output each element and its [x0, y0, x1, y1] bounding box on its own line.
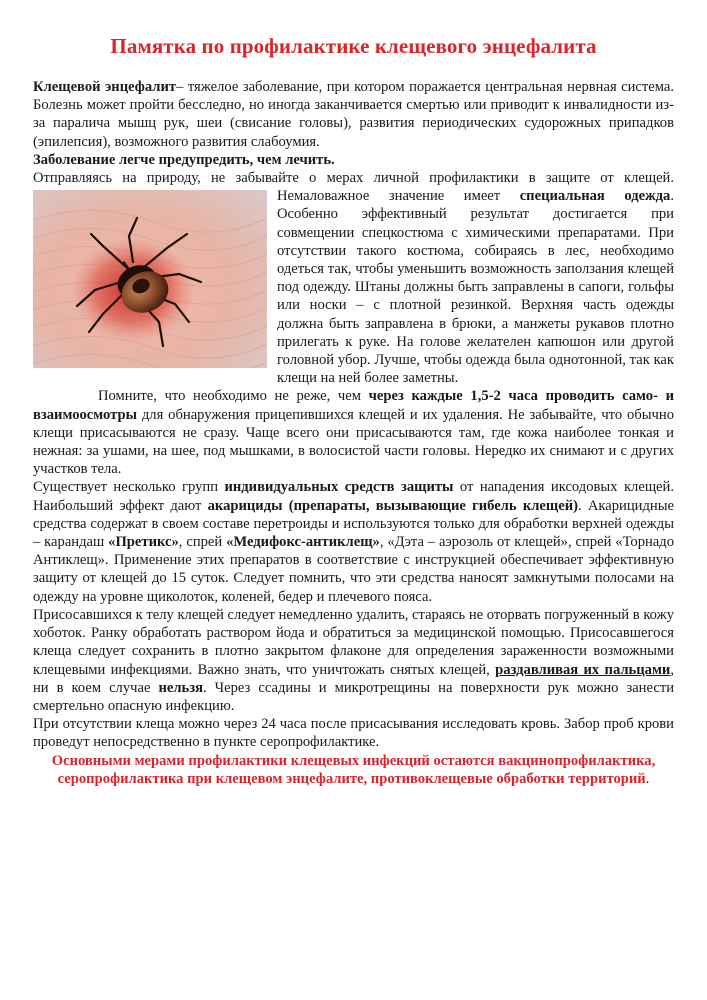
page-title: Памятка по профилактике клещевого энцефалита — [110, 34, 597, 58]
paragraph-inspection: Помните, что необходимо не реже, чем через каждые 1,5-2 часа проводить само- и взаимоосмотры для обнаружения прицепившихся клещей и их удаления. Не забывайте, что обычно клещи присасываются не сразу. Чаще всего они присасываются там, где кожа наиболее тонкая и нежная: за ушами, на шее, под мышками, в волосистой части головы. Нередко их снимают и с других участков тела. — [33, 388, 674, 478]
crush-warning: раздавливая их пальцами — [495, 661, 671, 678]
paragraph-protection: Существует несколько групп индивидуальных средств защиты от нападения иксодовых клещей. Наибольший эффект дают акарициды (препараты, вызывающие гибель клещей). Акарицидные средства содержат в своем составе перетроиды и используются только для обработки верхней одежды – карандаш «Претикс», спрей «Медифокс-антиклещ», «Дэта – аэрозоль от клещей», спрей «Торнадо Антиклещ». Применение этих препаратов в соответствие с инструкцией обеспечивает эффективную защиту от клещей до 15 суток. Следует помнить, что эти средства наносят замкнутыми полосами на одежду на уровне щиколоток, коленей, бедер и плечевого пояса. — [33, 479, 674, 605]
prevention-heading: Заболевание легче предупредить, чем лечить. — [33, 151, 335, 168]
paragraph-definition: Клещевой энцефалит– тяжелое заболевание, при котором поражается центральная нервная система. Болезнь может пройти бесследно, но иногда заканчивается смертью или приводит к инвалидности из-за паралича мышц рук, шеи (свисание головы), развития периодических судорожных припадков (эпилепсия), возможного развития слабоумия. — [33, 79, 675, 150]
paragraph-blood-test: При отсутствии клеща можно через 24 часа после присасывания исследовать кровь. Забор проб крови проведут непосредственно в пункте серопрофилактике. — [33, 716, 674, 751]
clothing-text: . Особенно эффективный результат достигается при совмещении спецкостюма с химическими препаратами. При отсутствии такого костюма, собираясь в лес, необходимо одеться так, чтобы уменьшить возможность заползания клещей под одежду. Штаны должны быть заправлены в сапоги, гольфы или носки – с плотной резинкой. Верхняя часть одежды должна быть заправлена в брюки, а манжеты рукавов плотно прилегать к руке. На голове желателен капюшон или другой головной убор. Лучше, чтобы одежда была однотонной, так как клещи на ней более заметны. — [277, 188, 674, 386]
special-clothing-term: специальная одежда — [519, 188, 671, 205]
term-encephalitis: Клещевой энцефалит — [33, 79, 177, 95]
product-medifoks: «Медифокс-антиклещ» — [226, 534, 380, 551]
tick-on-skin-photo-icon — [33, 190, 267, 368]
document-body — [33, 78, 674, 788]
inspection-frequency: через каждые 1,5-2 часа проводить само- и взаимоосмотры — [33, 388, 674, 423]
closing-statement: Основными мерами профилактики клещевых инфекций остаются вакцинопрофилактика, серопрофилактика при клещевом энцефалите, противоклещевые обработки территорий. — [51, 752, 656, 787]
paragraph-removal: Присосавшихся к телу клещей следует немедленно удалить, стараясь не оторвать погруженный в кожу хоботок. Ранку обработать раствором йода и обратиться за медицинской помощью. Присосавшегося клеща следует сохранить в плотно закрытом флаконе для определения зараженности возможными клещевыми инфекциями. Важно знать, что уничтожать снятых клещей, раздавливая их пальцами, ни в коем случае нельзя. Через ссадины и микротрещины на поверхности рук можно занести смертельно опасную инфекцию. — [33, 606, 675, 714]
paragraph-clothing: Отправляясь на природу, не забывайте о мерах личной профилактики в защите от клещей. Немаловажное значение имеет специальная одежда . Особенно эффективный результат достигается при совмещении спецкостюма с химическими препаратами. При отсутствии такого костюма, собираясь в лес, необходимо одеться так, чтобы уменьшить возможность заползания клещей под одежду. Штаны должны быть заправлены в сапоги, гольфы или носки – с плотной резинкой. Верхняя часть одежды должна быть заправлена в брюки, а манжеты рукавов плотно прилегать к руке. На голове желателен капюшон или другой головной убор. Лучше, чтобы одежда была однотонной, так как клещи на ней более заметны. — [33, 170, 674, 387]
product-pretiks: «Претикс» — [108, 534, 179, 551]
forbidden-word: нельзя — [158, 679, 203, 696]
acaricides-term: акарициды (препараты, вызывающие гибель клещей) — [207, 497, 578, 514]
photo-tick — [33, 190, 267, 368]
individual-protection-term: индивидуальных средств защиты — [224, 479, 454, 496]
